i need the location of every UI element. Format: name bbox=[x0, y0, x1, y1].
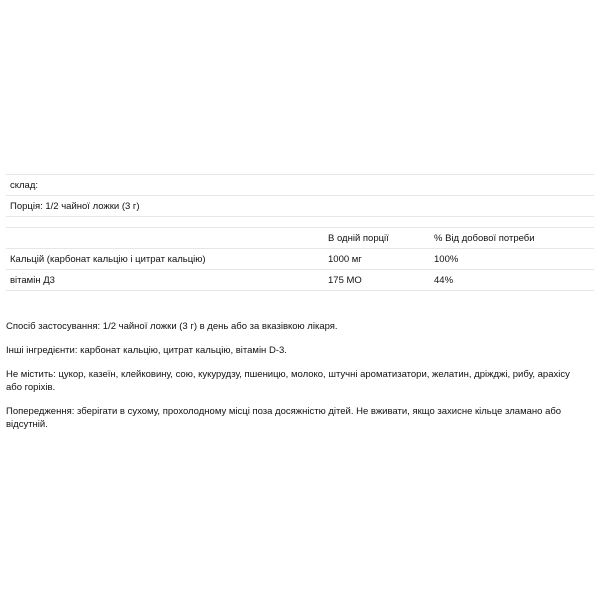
header-amount: В одній порції bbox=[324, 228, 430, 249]
serving-size-row bbox=[6, 196, 594, 217]
table-spacer bbox=[6, 217, 594, 228]
header-daily-value: % Від добової потреби bbox=[430, 228, 594, 249]
nutrient-daily-value: 100% bbox=[430, 249, 594, 270]
table-title-row bbox=[6, 175, 594, 196]
nutrient-name: вітамін Д3 bbox=[6, 270, 324, 291]
usage-text: Спосіб застосування: 1/2 чайної ложки (3 г) в день або за вказівкою лікаря. bbox=[6, 321, 338, 332]
table-row bbox=[6, 270, 594, 291]
table-header-row bbox=[6, 228, 594, 249]
nutrient-amount: 175 МО bbox=[324, 270, 430, 291]
table-row bbox=[6, 249, 594, 270]
nutrient-amount: 1000 мг bbox=[324, 249, 430, 270]
product-notes bbox=[6, 320, 586, 442]
free-from-text: Не містить: цукор, казеїн, клейковину, сою, кукурудзу, пшеницю, молоко, штучні ароматизатори, желатин, дріжджі, рибу, арахісу або горіхів. bbox=[6, 369, 570, 393]
warning-text: Попередження: зберігати в сухому, прохолодному місці поза досяжністю дітей. Не вживати, якщо захисне кільце зламано або відсутній. bbox=[6, 406, 562, 430]
other-ingredients-text: Інші інгредієнти: карбонат кальцію, цитрат кальцію, вітамін D-3. bbox=[6, 345, 287, 356]
header-name bbox=[6, 228, 324, 249]
nutrient-daily-value: 44% bbox=[430, 270, 594, 291]
supplement-facts-table bbox=[6, 174, 594, 291]
nutrient-name: Кальцій (карбонат кальцію і цитрат кальцію) bbox=[6, 249, 324, 270]
serving-size: Порція: 1/2 чайної ложки (3 г) bbox=[6, 196, 594, 217]
table-title: склад: bbox=[6, 175, 594, 196]
